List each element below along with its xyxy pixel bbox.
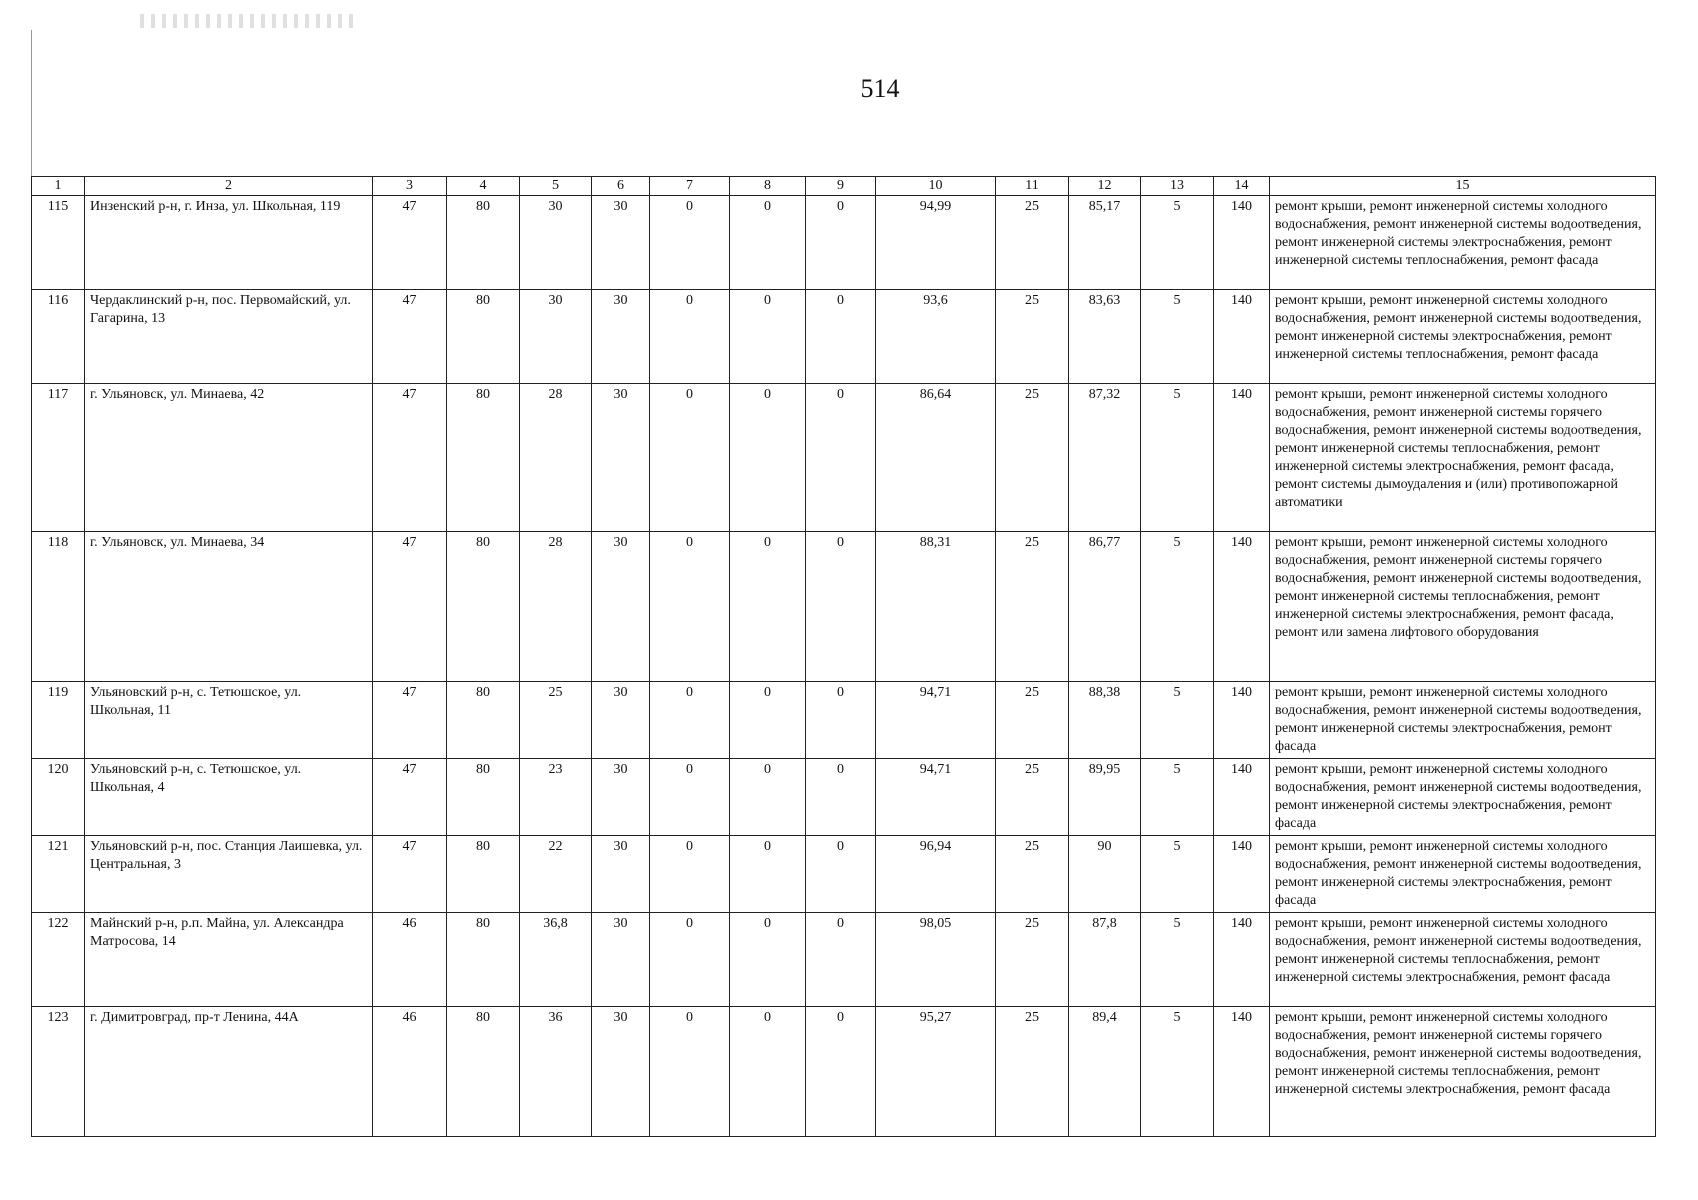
value-cell: 0 — [650, 290, 730, 384]
value-cell: 47 — [373, 532, 447, 682]
value-cell: 0 — [730, 290, 806, 384]
value-cell: 0 — [806, 759, 876, 836]
works-cell: ремонт крыши, ремонт инженерной системы холодного водоснабжения, ремонт инженерной системы водоотведения, ремонт инженерной системы электроснабжения, ремонт фасада — [1270, 759, 1656, 836]
value-cell: 22 — [520, 836, 592, 913]
value-cell: 30 — [592, 196, 650, 290]
value-cell: 80 — [447, 759, 520, 836]
value-cell: 25 — [996, 913, 1069, 1007]
value-cell: 140 — [1214, 759, 1270, 836]
works-cell: ремонт крыши, ремонт инженерной системы холодного водоснабжения, ремонт инженерной системы горячего водоснабжения, ремонт инженерной системы водоотведения, ремонт инженерной системы теплоснабжения, ремонт инженерной системы электроснабжения, ремонт фасада, ремонт или замена лифтового оборудования — [1270, 532, 1656, 682]
works-cell: ремонт крыши, ремонт инженерной системы холодного водоснабжения, ремонт инженерной системы горячего водоснабжения, ремонт инженерной системы водоотведения, ремонт инженерной системы теплоснабжения, ремонт инженерной системы электроснабжения, ремонт фасада — [1270, 1007, 1656, 1137]
value-cell: 0 — [730, 1007, 806, 1137]
value-cell: 25 — [996, 682, 1069, 759]
column-header: 4 — [447, 177, 520, 196]
value-cell: 28 — [520, 384, 592, 532]
table-row — [32, 1007, 1656, 1137]
value-cell: 25 — [996, 836, 1069, 913]
value-cell: 0 — [730, 759, 806, 836]
value-cell: 47 — [373, 682, 447, 759]
value-cell: 95,27 — [876, 1007, 996, 1137]
value-cell: 47 — [373, 384, 447, 532]
value-cell: 140 — [1214, 196, 1270, 290]
value-cell: 0 — [806, 682, 876, 759]
value-cell: 5 — [1141, 290, 1214, 384]
value-cell: 30 — [592, 913, 650, 1007]
row-number: 123 — [32, 1007, 85, 1137]
value-cell: 30 — [592, 1007, 650, 1137]
value-cell: 5 — [1141, 384, 1214, 532]
value-cell: 94,71 — [876, 682, 996, 759]
value-cell: 5 — [1141, 913, 1214, 1007]
value-cell: 0 — [650, 836, 730, 913]
address-cell: Майнский р-н, р.п. Майна, ул. Александра Матросова, 14 — [85, 913, 373, 1007]
value-cell: 5 — [1141, 532, 1214, 682]
row-number: 116 — [32, 290, 85, 384]
value-cell: 140 — [1214, 682, 1270, 759]
address-cell: Ульяновский р-н, пос. Станция Лаишевка, ул. Центральная, 3 — [85, 836, 373, 913]
value-cell: 0 — [650, 196, 730, 290]
works-cell: ремонт крыши, ремонт инженерной системы холодного водоснабжения, ремонт инженерной системы водоотведения, ремонт инженерной системы электроснабжения, ремонт фасада — [1270, 836, 1656, 913]
table-row — [32, 682, 1656, 759]
value-cell: 5 — [1141, 196, 1214, 290]
column-header: 1 — [32, 177, 85, 196]
value-cell: 0 — [806, 836, 876, 913]
value-cell: 28 — [520, 532, 592, 682]
value-cell: 36,8 — [520, 913, 592, 1007]
scan-artifact — [140, 14, 360, 28]
works-cell: ремонт крыши, ремонт инженерной системы холодного водоснабжения, ремонт инженерной системы горячего водоснабжения, ремонт инженерной системы водоотведения, ремонт инженерной системы теплоснабжения, ремонт инженерной системы электроснабжения, ремонт фасада, ремонт системы дымоудаления и (или) противопожарной автоматики — [1270, 384, 1656, 532]
address-cell: Инзенский р-н, г. Инза, ул. Школьная, 119 — [85, 196, 373, 290]
table-row — [32, 836, 1656, 913]
value-cell: 0 — [730, 913, 806, 1007]
value-cell: 80 — [447, 196, 520, 290]
value-cell: 89,4 — [1069, 1007, 1141, 1137]
value-cell: 140 — [1214, 836, 1270, 913]
value-cell: 0 — [730, 836, 806, 913]
value-cell: 0 — [650, 532, 730, 682]
value-cell: 96,94 — [876, 836, 996, 913]
value-cell: 47 — [373, 836, 447, 913]
value-cell: 87,8 — [1069, 913, 1141, 1007]
value-cell: 88,31 — [876, 532, 996, 682]
value-cell: 98,05 — [876, 913, 996, 1007]
value-cell: 23 — [520, 759, 592, 836]
page-number: 514 — [860, 74, 900, 103]
value-cell: 83,63 — [1069, 290, 1141, 384]
value-cell: 0 — [730, 682, 806, 759]
column-header: 8 — [730, 177, 806, 196]
column-header: 11 — [996, 177, 1069, 196]
value-cell: 47 — [373, 196, 447, 290]
value-cell: 0 — [730, 196, 806, 290]
value-cell: 46 — [373, 913, 447, 1007]
column-header: 7 — [650, 177, 730, 196]
works-cell: ремонт крыши, ремонт инженерной системы холодного водоснабжения, ремонт инженерной системы водоотведения, ремонт инженерной системы теплоснабжения, ремонт инженерной системы электроснабжения, ремонт фасада — [1270, 913, 1656, 1007]
value-cell: 0 — [650, 759, 730, 836]
column-header: 14 — [1214, 177, 1270, 196]
value-cell: 47 — [373, 290, 447, 384]
column-header: 12 — [1069, 177, 1141, 196]
value-cell: 80 — [447, 913, 520, 1007]
value-cell: 85,17 — [1069, 196, 1141, 290]
row-number: 115 — [32, 196, 85, 290]
column-header: 10 — [876, 177, 996, 196]
works-cell: ремонт крыши, ремонт инженерной системы холодного водоснабжения, ремонт инженерной системы водоотведения, ремонт инженерной системы электроснабжения, ремонт инженерной системы теплоснабжения, ремонт фасада — [1270, 196, 1656, 290]
value-cell: 30 — [520, 196, 592, 290]
value-cell: 0 — [806, 384, 876, 532]
table-row — [32, 196, 1656, 290]
value-cell: 80 — [447, 532, 520, 682]
value-cell: 25 — [996, 384, 1069, 532]
table-row — [32, 384, 1656, 532]
value-cell: 5 — [1141, 836, 1214, 913]
value-cell: 140 — [1214, 290, 1270, 384]
column-header: 15 — [1270, 177, 1656, 196]
value-cell: 0 — [730, 532, 806, 682]
row-number: 118 — [32, 532, 85, 682]
row-number: 117 — [32, 384, 85, 532]
value-cell: 80 — [447, 384, 520, 532]
column-header: 3 — [373, 177, 447, 196]
row-number: 119 — [32, 682, 85, 759]
value-cell: 5 — [1141, 759, 1214, 836]
table-row — [32, 759, 1656, 836]
address-cell: Ульяновский р-н, с. Тетюшское, ул. Школьная, 4 — [85, 759, 373, 836]
value-cell: 0 — [806, 196, 876, 290]
value-cell: 30 — [520, 290, 592, 384]
column-header: 9 — [806, 177, 876, 196]
column-header: 5 — [520, 177, 592, 196]
row-number: 120 — [32, 759, 85, 836]
value-cell: 0 — [806, 1007, 876, 1137]
value-cell: 94,99 — [876, 196, 996, 290]
address-cell: г. Ульяновск, ул. Минаева, 42 — [85, 384, 373, 532]
value-cell: 88,38 — [1069, 682, 1141, 759]
works-cell: ремонт крыши, ремонт инженерной системы холодного водоснабжения, ремонт инженерной системы водоотведения, ремонт инженерной системы электроснабжения, ремонт фасада — [1270, 682, 1656, 759]
value-cell: 30 — [592, 532, 650, 682]
table-row — [32, 913, 1656, 1007]
value-cell: 36 — [520, 1007, 592, 1137]
column-header: 6 — [592, 177, 650, 196]
value-cell: 140 — [1214, 913, 1270, 1007]
value-cell: 0 — [806, 913, 876, 1007]
value-cell: 93,6 — [876, 290, 996, 384]
row-number: 121 — [32, 836, 85, 913]
address-cell: г. Ульяновск, ул. Минаева, 34 — [85, 532, 373, 682]
value-cell: 94,71 — [876, 759, 996, 836]
works-cell: ремонт крыши, ремонт инженерной системы холодного водоснабжения, ремонт инженерной системы водоотведения, ремонт инженерной системы электроснабжения, ремонт инженерной системы теплоснабжения, ремонт фасада — [1270, 290, 1656, 384]
value-cell: 25 — [520, 682, 592, 759]
address-cell: г. Димитровград, пр-т Ленина, 44А — [85, 1007, 373, 1137]
address-cell: Чердаклинский р-н, пос. Первомайский, ул. Гагарина, 13 — [85, 290, 373, 384]
value-cell: 89,95 — [1069, 759, 1141, 836]
value-cell: 87,32 — [1069, 384, 1141, 532]
value-cell: 80 — [447, 1007, 520, 1137]
value-cell: 30 — [592, 384, 650, 532]
header-row — [32, 177, 1656, 196]
value-cell: 25 — [996, 196, 1069, 290]
value-cell: 0 — [650, 384, 730, 532]
value-cell: 140 — [1214, 532, 1270, 682]
table-body — [32, 196, 1656, 1137]
value-cell: 5 — [1141, 1007, 1214, 1137]
column-header: 13 — [1141, 177, 1214, 196]
value-cell: 25 — [996, 532, 1069, 682]
value-cell: 140 — [1214, 1007, 1270, 1137]
value-cell: 80 — [447, 290, 520, 384]
value-cell: 30 — [592, 682, 650, 759]
value-cell: 80 — [447, 682, 520, 759]
value-cell: 0 — [650, 913, 730, 1007]
value-cell: 30 — [592, 290, 650, 384]
value-cell: 30 — [592, 759, 650, 836]
value-cell: 86,64 — [876, 384, 996, 532]
value-cell: 0 — [650, 682, 730, 759]
table-row — [32, 290, 1656, 384]
value-cell: 46 — [373, 1007, 447, 1137]
row-number: 122 — [32, 913, 85, 1007]
value-cell: 25 — [996, 290, 1069, 384]
repair-register-table — [31, 176, 1656, 1137]
value-cell: 80 — [447, 836, 520, 913]
value-cell: 25 — [996, 1007, 1069, 1137]
value-cell: 47 — [373, 759, 447, 836]
value-cell: 86,77 — [1069, 532, 1141, 682]
address-cell: Ульяновский р-н, с. Тетюшское, ул. Школьная, 11 — [85, 682, 373, 759]
value-cell: 0 — [806, 532, 876, 682]
table-row — [32, 532, 1656, 682]
value-cell: 0 — [806, 290, 876, 384]
value-cell: 25 — [996, 759, 1069, 836]
value-cell: 30 — [592, 836, 650, 913]
column-header: 2 — [85, 177, 373, 196]
value-cell: 90 — [1069, 836, 1141, 913]
value-cell: 0 — [730, 384, 806, 532]
value-cell: 0 — [650, 1007, 730, 1137]
value-cell: 5 — [1141, 682, 1214, 759]
value-cell: 140 — [1214, 384, 1270, 532]
